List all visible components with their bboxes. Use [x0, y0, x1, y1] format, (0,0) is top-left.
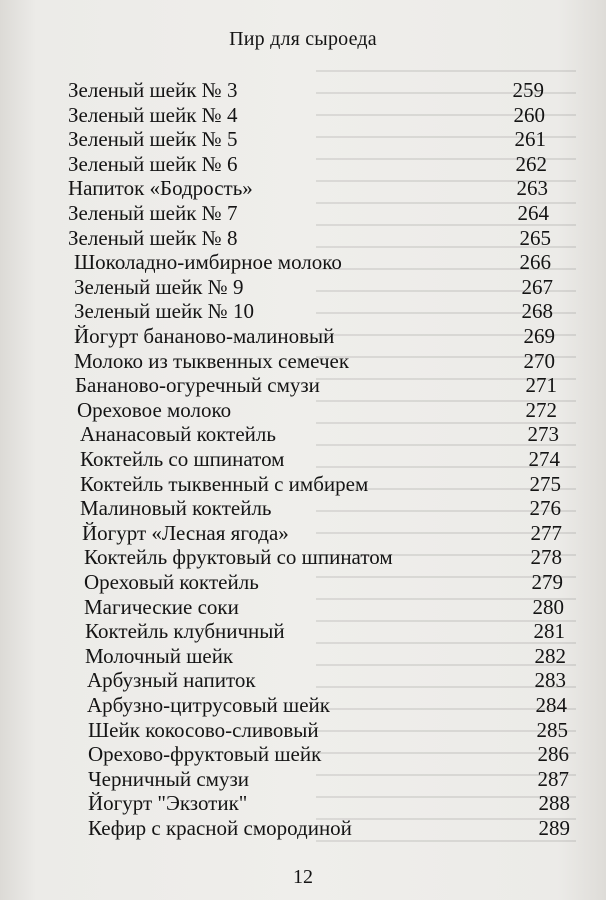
toc-entry — [80, 471, 561, 497]
toc-entry-page: 260 — [513, 103, 545, 127]
toc-entry-title: Напиток «Бодрость» — [68, 176, 253, 200]
toc-entry — [68, 175, 548, 201]
toc-entry-page: 267 — [521, 275, 553, 299]
toc-entry-page: 275 — [529, 472, 561, 496]
toc-entry — [75, 372, 557, 398]
toc-entry-page: 283 — [534, 668, 566, 692]
toc-entry — [88, 717, 568, 743]
toc-entry-title: Кефир с красной смородиной — [88, 816, 352, 840]
toc-entry-title: Зеленый шейк № 4 — [68, 103, 238, 127]
toc-entry-title: Йогурт «Лесная ягода» — [82, 521, 289, 545]
toc-entry — [88, 815, 570, 841]
toc-entry-title: Арбузный напиток — [87, 668, 256, 692]
toc-entry-title: Ореховое молоко — [77, 398, 232, 422]
toc-entry-page: 271 — [525, 373, 557, 397]
toc-entry — [68, 126, 546, 152]
toc-entry-page: 269 — [523, 324, 555, 348]
toc-entry-page: 264 — [517, 201, 549, 225]
toc-entry — [68, 102, 545, 128]
toc-entry — [74, 323, 555, 349]
toc-entry-title: Коктейль тыквенный с имбирем — [80, 472, 369, 496]
toc-entry — [77, 397, 557, 423]
toc-entry-page: 274 — [528, 447, 560, 471]
toc-entry-page: 284 — [535, 693, 567, 717]
toc-entry-page: 281 — [533, 619, 565, 643]
toc-entry-page: 282 — [534, 644, 566, 668]
toc-entry-page: 286 — [537, 742, 569, 766]
toc-entry-title: Молоко из тыквенных семечек — [74, 349, 350, 373]
toc-entry-title: Ореховый коктейль — [84, 570, 259, 594]
toc-entry — [84, 569, 563, 595]
toc-entry-title: Зеленый шейк № 8 — [68, 226, 238, 250]
toc-entry-title: Арбузно-цитрусовый шейк — [87, 693, 330, 717]
toc-entry-title: Зеленый шейк № 6 — [68, 152, 238, 176]
toc-entry-title: Магические соки — [84, 595, 239, 619]
running-header: Пир для сыроеда — [229, 28, 377, 50]
toc-entry-page: 285 — [536, 718, 568, 742]
toc-entry-page: 276 — [529, 496, 561, 520]
toc-entry — [87, 667, 566, 693]
toc-entry-title: Коктейль клубничный — [85, 619, 285, 643]
toc-entry-page: 288 — [538, 791, 570, 815]
toc-entry-title: Бананово-огуречный смузи — [75, 373, 320, 397]
toc-entry — [85, 618, 565, 644]
toc-entry-title: Малиновый коктейль — [80, 496, 272, 520]
toc-entry — [68, 151, 547, 177]
page-number: 12 — [293, 866, 313, 888]
toc-entry-page: 263 — [516, 176, 548, 200]
toc-entry-title: Шейк кокосово-сливовый — [88, 718, 319, 742]
toc-entry-title: Коктейль фруктовый со шпинатом — [84, 545, 393, 569]
toc-entry — [88, 766, 569, 792]
toc-entry-page: 268 — [521, 299, 553, 323]
toc-entry — [68, 77, 544, 103]
toc-entry-page: 278 — [530, 545, 562, 569]
toc-entry-page: 280 — [532, 595, 564, 619]
toc-entry-title: Коктейль со шпинатом — [80, 447, 285, 471]
toc-entry — [88, 741, 569, 767]
toc-entry — [74, 249, 551, 275]
toc-entry-title: Йогурт бананово-малиновый — [74, 324, 335, 348]
toc-entry-title: Шоколадно-имбирное молоко — [74, 250, 342, 274]
toc-entry — [68, 200, 549, 226]
toc-entry — [82, 520, 562, 546]
toc-entry — [84, 594, 564, 620]
toc-entry-page: 277 — [530, 521, 562, 545]
toc-entry-title: Йогурт "Экзотик" — [88, 791, 248, 815]
toc-entry-page: 272 — [525, 398, 557, 422]
toc-entry-page: 259 — [512, 78, 544, 102]
toc-entry-title: Зеленый шейк № 10 — [74, 299, 254, 323]
toc-entry — [84, 544, 562, 570]
toc-entry-title: Зеленый шейк № 5 — [68, 127, 238, 151]
toc-entry — [87, 692, 567, 718]
toc-entry-page: 279 — [531, 570, 563, 594]
toc-entry-title: Черничный смузи — [88, 767, 249, 791]
toc-entry — [74, 274, 553, 300]
toc-entry — [74, 298, 553, 324]
toc-entry — [85, 643, 566, 669]
toc-entry-title: Молочный шейк — [85, 644, 234, 668]
toc-entry-page: 265 — [519, 226, 551, 250]
toc-entry-page: 289 — [538, 816, 570, 840]
toc-entry-page: 262 — [515, 152, 547, 176]
toc-entry-page: 287 — [537, 767, 569, 791]
toc-entry-page: 266 — [519, 250, 551, 274]
toc-entry-page: 270 — [523, 349, 555, 373]
toc-entry-title: Орехово-фруктовый шейк — [88, 742, 322, 766]
toc-entry-page: 273 — [527, 422, 559, 446]
toc-entry — [74, 348, 555, 374]
toc-entry-title: Зеленый шейк № 9 — [74, 275, 244, 299]
toc-entry — [80, 446, 560, 472]
toc-entry-title: Зеленый шейк № 7 — [68, 201, 238, 225]
toc-entry-title: Ананасовый коктейль — [80, 422, 276, 446]
toc-entry-page: 261 — [514, 127, 546, 151]
toc-entry-title: Зеленый шейк № 3 — [68, 78, 238, 102]
toc-entry — [88, 790, 570, 816]
toc-entry — [80, 495, 561, 521]
toc-entry — [80, 421, 559, 447]
toc-entry — [68, 225, 551, 251]
